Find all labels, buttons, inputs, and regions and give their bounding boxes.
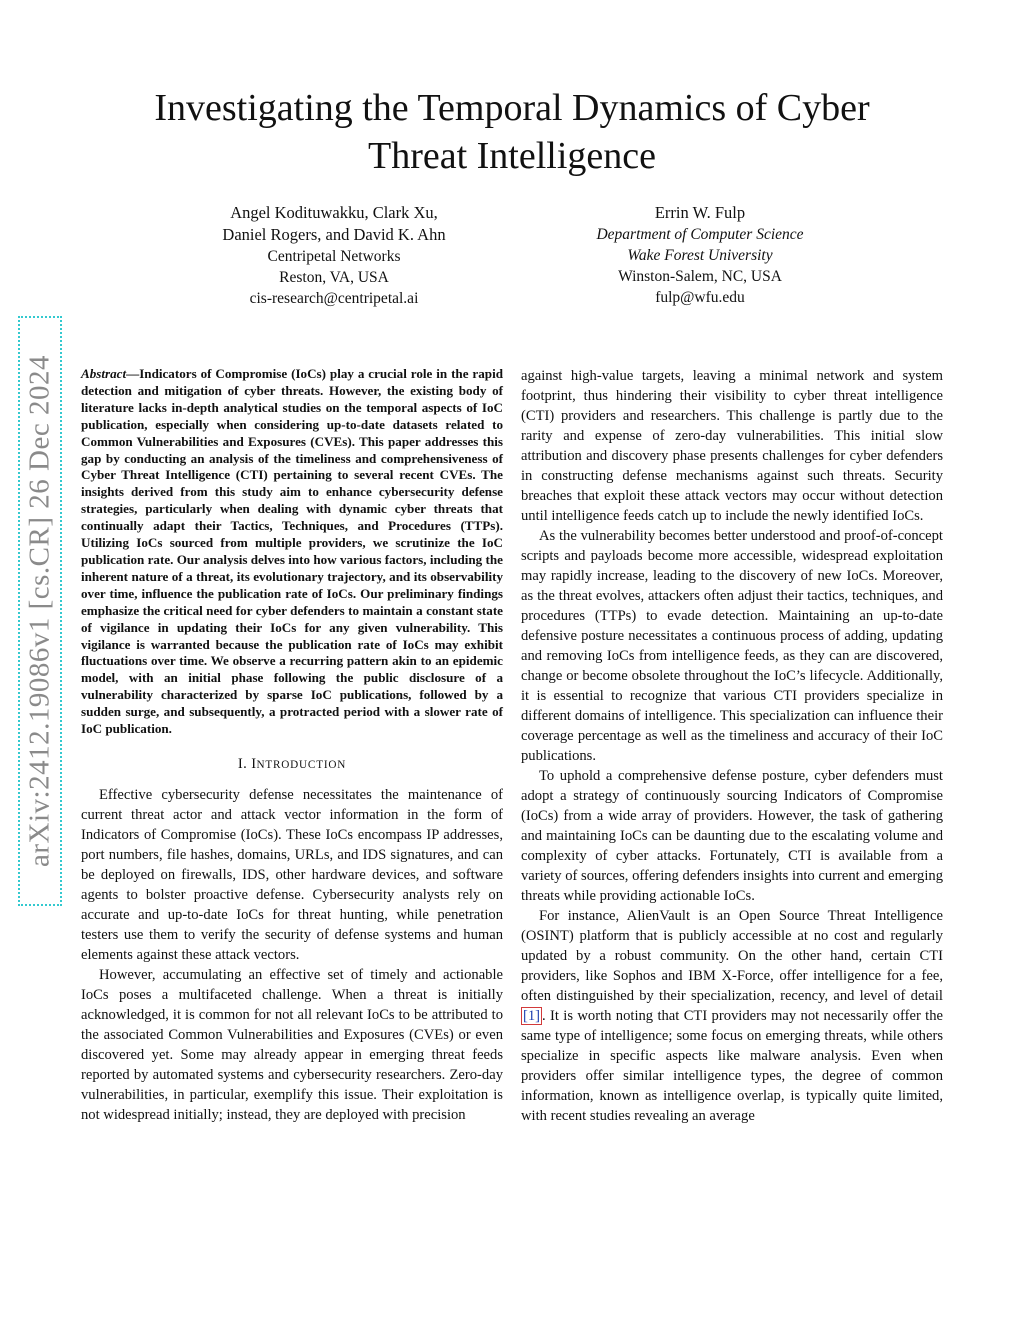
section-number: I. <box>237 755 248 772</box>
abstract-text: —Indicators of Compromise (IoCs) play a crucial role in the rapid detection and mitigation of cyber threats. However, the existing body of literature lacks in-depth analytical studies on the temporal aspects of IoC publication, especially when considering up-to-date datasets related to Common Vulnerabilities and Exposures (CVEs). This paper addresses this gap by conducting an analysis of the timeliness and comprehensiveness of Cyber Threat Intelligence (CTI) pertaining to several recent CVEs. The insights derived from this study aim to enhance cybersecurity defense strategies, particularly when dealing with dynamic cyber threats that continually adapt their Tactics, Techniques, and Procedures (TTPs). Utilizing IoCs sourced from multiple providers, we scrutinize the IoC publication rate. Our analysis delves into how various factors, including the inherent nature of a threat, its evolutionary trajectory, and its observability over time, influence the publication rate of IoCs. Our preliminary findings emphasize the critical need for cyber defenders to maintain a constant state of vigilance in updating their IoCs for any given vulnerability. This vigilance is warranted because the publication rate of IoCs may exhibit fluctuations over time. We observe a recurring pattern akin to an epidemic model, with an initial phase following the public disclosure of a vulnerability characterized by sparse IoC publications, followed by a sudden surge, and subsequently, a protracted period with a slower rate of IoC publication. <box>81 366 503 737</box>
right-paragraph-2: As the vulnerability becomes better understood and proof-of-concept scripts and payloads become more accessible, widespread exploitation may rapidly increase, leading to the discovery of new IoCs. Moreover, as the threat evolves, attackers often adjust their tactics, techniques, and procedures (TTPs) to evade detection. Maintaining an up-to-date defensive posture necessitates a continuous process of adding, updating and removing IoCs from intelligence feeds, as they can are discovered, change or become obsolete throughout the IoC’s lifecycle. Additionally, it is essential to recognize that various CTI providers specialize in different domains of intelligence. This specialization can influence their coverage percentage as well as the timeliness and accuracy of their IoC publications. <box>521 528 943 764</box>
right-paragraph-4-start: For instance, AlienVault is an Open Source Threat Intelligence (OSINT) platform that is publicly accessible at no cost and regularly updated by a robust community. On the other hand, certain CTI providers, like Sophos and IBM X-Force, offer intelligence for a fee, often distinguished by their specialization, recency, and level of detail <box>521 908 943 1004</box>
author-block-right <box>520 202 880 308</box>
title-line-1: Investigating the Temporal Dynamics of Cyber <box>154 87 870 129</box>
abstract-label: Abstract <box>81 366 127 381</box>
section-heading-introduction <box>81 754 503 775</box>
right-paragraph-4-end: . It is worth noting that CTI providers may not necessarily offer the same type of intelligence; some focus on emerging threats, while others specialize in specific aspects like malware analysis. Even when providers offer similar intelligence types, the degree of common information, known as intelligence overlap, is typically quite limited, with recent studies revealing an average <box>521 1008 943 1124</box>
author-university: Wake Forest University <box>627 247 773 264</box>
right-column <box>521 366 943 1126</box>
author-email: fulp@wfu.edu <box>655 289 745 306</box>
section-title-rest: NTRODUCTION <box>256 758 347 771</box>
author-organization: Centripetal Networks <box>267 248 401 265</box>
author-names-line-1: Angel Kodituwakku, Clark Xu, <box>230 203 438 222</box>
author-block-left <box>154 202 514 309</box>
author-email: cis-research@centripetal.ai <box>249 290 419 307</box>
author-location: Reston, VA, USA <box>279 269 389 286</box>
citation-link[interactable]: [1] <box>523 1008 541 1024</box>
section-title-initial: I <box>251 755 257 772</box>
right-paragraph-1: against high-value targets, leaving a minimal network and system footprint, thus hindering their visibility to cyber threat intelligence (CTI) providers and researchers. This challenge is partly due to the rarity and expense of zero-day vulnerabilities. This initial slow attribution and discovery phase presents challenges for cyber defenders in constructing defense mechanisms against such threats. Security breaches that exploit these attack vectors may occur without detection until intelligence feeds catch up to include the newly identified IoCs. <box>521 368 943 524</box>
right-paragraph-3: To uphold a comprehensive defense posture, cyber defenders must adopt a strategy of continuously sourcing Indicators of Compromise (IoCs) from a wide array of providers. However, the task of gathering and maintaining IoCs can be daunting due to the escalating volume and complexity of cyber attacks. Fortunately, CTI is available from a variety of sources, offering defenders insights into current and emerging threats while providing actionable IoCs. <box>521 768 943 904</box>
abstract <box>81 366 503 738</box>
paper-title <box>0 84 1024 180</box>
intro-paragraph-2: However, accumulating an effective set of timely and actionable IoCs poses a multifaceted challenge. When a threat is initially acknowledged, it is common for not all relevant IoCs to be attributed to the associated Common Vulnerabilities and Exposures (CVEs) or even discovered yet. Some may already appear in emerging threat feeds reported by automated systems and cybersecurity researchers. Zero-day vulnerabilities, in particular, exemplify this issue. Their exploitation is not widespread initially; instead, they are deployed with precision <box>81 966 503 1123</box>
arxiv-identifier: arXiv:2412.19086v1 [cs.CR] 26 Dec 2024 <box>23 355 56 867</box>
author-names-line-2: Daniel Rogers, and David K. Ahn <box>222 225 446 244</box>
author-name: Errin W. Fulp <box>654 203 746 222</box>
title-line-2: Threat Intelligence <box>367 135 656 177</box>
left-column <box>81 366 503 1125</box>
author-department: Department of Computer Science <box>596 226 804 243</box>
intro-paragraph-1: Effective cybersecurity defense necessitates the maintenance of current threat actor and attack vector information in the form of Indicators of Compromise (IoCs). These IoCs encompass IP addresses, port numbers, file hashes, domains, URLs, and IDS signatures, and can be deployed on firewalls, IDS, other hardware devices, and software agents to bolster proactive defense. Cybersecurity analysts rely on accurate and up-to-date IoCs for threat hunting, while penetration testers use them to verify the security of defense systems and human elements against these attack vectors. <box>81 786 503 963</box>
author-location: Winston-Salem, NC, USA <box>618 268 782 285</box>
right-paragraph-4 <box>521 906 943 1126</box>
